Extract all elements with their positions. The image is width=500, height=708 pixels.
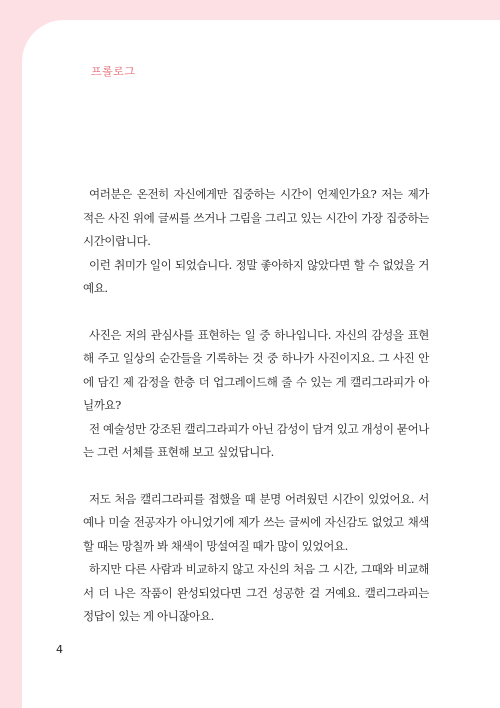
body-text xyxy=(83,183,429,629)
paragraph: 여러분은 온전히 자신에게만 집중하는 시간이 언제인가요? 저는 제가 적은 사진 위에 글씨를 쓰거나 그림을 그리고 있는 시간이 가장 집중하는 시간이랍니다. xyxy=(83,187,429,248)
paragraph: 전 예술성만 강조된 캘리그라피가 아닌 감성이 담겨 있고 개성이 묻어나는 그런 서체를 표현해 보고 싶었답니다. xyxy=(83,421,429,459)
paragraph: 저도 처음 캘리그라피를 접했을 때 분명 어려웠던 시간이 있었어요. 서예나 미술 전공자가 아니었기에 제가 쓰는 글씨에 자신감도 없었고 채색할 때는 망칠까 봐 채색이 망설여질 때가 많이 있었어요. xyxy=(83,491,429,553)
paragraph: 이런 취미가 일이 되었습니다. 정말 좋아하지 않았다면 할 수 없었을 거예요. xyxy=(83,257,429,295)
page-number: 4 xyxy=(56,643,63,656)
paragraph: 하지만 다른 사람과 비교하지 않고 자신의 처음 그 시간, 그때와 비교해서 더 나은 작품이 완성되었다면 그건 성공한 걸 거예요. 캘리그라피는 정답이 있는 게 아니잖아요. xyxy=(83,562,429,623)
paragraph: 사진은 저의 관심사를 표현하는 일 중 하나입니다. 자신의 감성을 표현해 주고 일상의 순간들을 기록하는 것 중 하나가 사진이지요. 그 사진 안에 담긴 제 감정을 한층 더 업그레이드해 줄 수 있는 게 캘리그라피가 아닐까요? xyxy=(83,327,429,412)
section-title: 프롤로그 xyxy=(91,65,136,78)
